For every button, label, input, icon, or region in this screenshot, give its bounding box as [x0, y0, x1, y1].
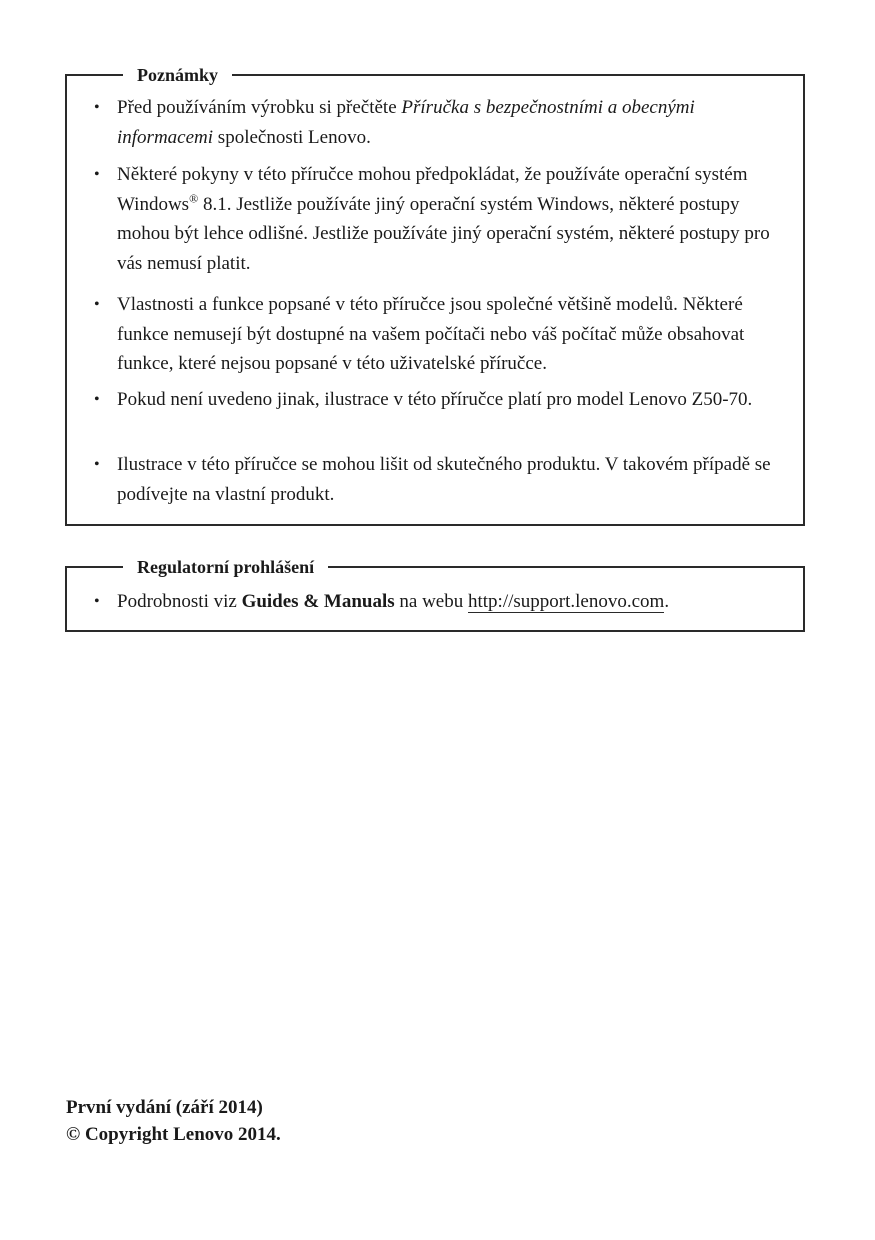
regulatory-text: Podrobnosti viz [117, 591, 242, 612]
list-item [94, 450, 773, 509]
edition-line: První vydání (září 2014) [66, 1097, 263, 1118]
notes-title: Poznámky [123, 64, 232, 86]
guides-manuals-label: Guides & Manuals [241, 591, 395, 612]
note-text: společnosti Lenovo. [213, 126, 371, 148]
note-text: Ilustrace v této příručce se mohou lišit od skutečného produktu. V takovém případě se podívejte na vlastní produkt. [117, 454, 771, 505]
support-link[interactable]: http://support.lenovo.com [468, 591, 665, 612]
note-text: Některé pokyny v této příručce mohou předpokládat, že používáte operační systém Windows [117, 164, 748, 215]
copyright-line: © Copyright Lenovo 2014. [66, 1124, 281, 1145]
bullet-icon: • [94, 456, 100, 473]
bullet-icon: • [94, 296, 100, 313]
note-text: Před používáním výrobku si přečtěte [117, 97, 402, 118]
notes-box [65, 65, 805, 526]
registered-mark: ® [189, 191, 199, 206]
bullet-icon: • [94, 593, 100, 610]
regulatory-box [65, 557, 805, 632]
safety-guide-title: Příručka s bezpečnostními a obecnými informacemi [117, 97, 695, 148]
bullet-icon: • [94, 99, 100, 116]
note-text: Pokud není uvedeno jinak, ilustrace v této příručce platí pro model Lenovo Z50-70. [117, 389, 753, 410]
note-text: Vlastnosti a funkce popsané v této příručce jsou společné většině modelů. Některé funkce nemusejí být dostupné na vašem počítači nebo váš počítač může obsahovat funkce, které nejsou popsané v této uživatelské příručce. [117, 294, 745, 374]
bullet-icon: • [94, 166, 100, 183]
regulatory-text: na webu [394, 591, 468, 612]
list-item [94, 385, 773, 415]
list-item [94, 290, 773, 379]
list-item [94, 160, 773, 278]
list-item [94, 587, 773, 617]
regulatory-title: Regulatorní prohlášení [123, 556, 328, 578]
regulatory-text: . [664, 591, 670, 612]
footer [66, 1094, 281, 1148]
bullet-icon: • [94, 391, 100, 408]
list-item [94, 93, 773, 152]
note-text: 8.1. Jestliže používáte jiný operační systém Windows, některé postupy mohou být lehce odlišné. Jestliže používáte jiný operační systém, některé postupy pro vás nemusí platit. [117, 193, 770, 274]
